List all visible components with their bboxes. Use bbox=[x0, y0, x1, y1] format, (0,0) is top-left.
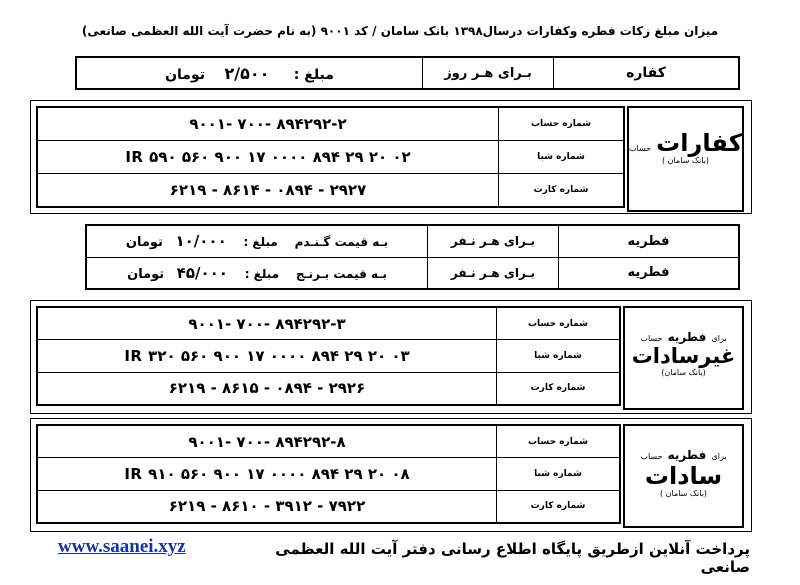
basis-label: بـه قیمت گـنـدم bbox=[294, 235, 389, 250]
side-title: غیرسادات bbox=[631, 344, 736, 368]
side-bank: (بانک سامان ) bbox=[661, 156, 710, 166]
non-sadat-account-table bbox=[36, 306, 621, 406]
amount-value: ۲/۵۰۰ bbox=[224, 63, 270, 83]
side-mid: فطریه bbox=[667, 448, 707, 462]
amount-unit: تومان bbox=[125, 235, 163, 251]
sheba-number-label: شماره شبا bbox=[497, 340, 621, 372]
sheba-number-value: IR ۹۱۰ ۵۶۰ ۹۰۰ ۱۷ ۰۰۰۰ ۸۹۴ ۲۹ ۲۰ ۰۸ bbox=[37, 458, 497, 490]
account-number-value: ۹۰۰۱- ۷۰۰- ۸۹۴۲۹۲-۸ bbox=[37, 425, 497, 458]
card-number-label: شماره کارت bbox=[497, 372, 621, 405]
account-number-value: ۹۰۰۱- ۷۰۰- ۸۹۴۲۹۲-۲ bbox=[37, 107, 499, 141]
kaffareh-rate-table bbox=[75, 56, 740, 90]
fitriyeh-rice-cell bbox=[86, 257, 428, 289]
card-number-value: ۶۲۱۹ - ۸۶۱۵ - ۰۸۹۴ - ۲۹۲۶ bbox=[37, 372, 497, 405]
card-number-label: شماره کارت bbox=[497, 490, 621, 523]
account-number-value: ۹۰۰۱- ۷۰۰- ۸۹۴۲۹۲-۳ bbox=[37, 307, 497, 340]
side-bank: (بانک سامان ) bbox=[659, 489, 708, 499]
footer-text: پرداخت آنلاین ازطریق پایگاه اطلاع رسانی دفتر آیت الله العظمی صانعی bbox=[275, 540, 750, 576]
kaffareh-type-cell: کفاره bbox=[554, 57, 740, 89]
side-title: سادات bbox=[644, 462, 723, 490]
amount-unit: تومان bbox=[127, 266, 165, 282]
sheba-number-label: شماره شبا bbox=[497, 458, 621, 490]
side-prefix: حساب bbox=[640, 334, 663, 343]
non-sadat-side-label bbox=[623, 306, 744, 410]
amount-label: مبلغ : bbox=[244, 266, 280, 281]
card-number-label: شماره کارت bbox=[499, 173, 625, 207]
side-bank: (بانک سامان) bbox=[661, 368, 706, 378]
sheba-number-value: IR ۵۹۰ ۵۶۰ ۹۰۰ ۱۷ ۰۰۰۰ ۸۹۴ ۲۹ ۲۰ ۰۲ bbox=[37, 141, 499, 174]
basis-label: بـه قیمت بـرنـج bbox=[295, 266, 387, 281]
amount-label: مبلغ : bbox=[293, 66, 334, 83]
sadat-account-table bbox=[36, 424, 621, 524]
sheba-number-label: شماره شبا bbox=[499, 141, 625, 174]
fitriyeh-rate-table bbox=[85, 224, 740, 290]
card-number-value: ۶۲۱۹ - ۸۶۱۴ - ۰۸۹۴ - ۲۹۲۷ bbox=[37, 173, 499, 207]
kaffarat-side-label bbox=[627, 106, 744, 212]
side-for: برای bbox=[711, 452, 727, 461]
amount-label: مبلغ : bbox=[243, 235, 278, 250]
side-for: برای bbox=[711, 334, 727, 343]
side-prefix: حساب bbox=[640, 452, 663, 461]
kaffarat-account-table bbox=[36, 106, 625, 208]
amount-value: ۴۵/۰۰۰ bbox=[176, 263, 228, 282]
page-title: میزان مبلغ زکات فطره وکفارات درسال۱۳۹۸ بانک سامان / کد ۹۰۰۱ (به نام حضرت آیت الله العظمی صانعی) bbox=[81, 24, 719, 38]
card-number-value: ۶۲۱۹ - ۸۶۱۰ - ۳۹۱۲ - ۷۹۲۲ bbox=[37, 490, 497, 523]
account-number-label: شماره حساب bbox=[497, 425, 621, 458]
fitriyeh-wheat-cell bbox=[86, 225, 428, 257]
fitriyeh-per-cell: بـرای هـر نـفر bbox=[428, 225, 559, 257]
side-mid: فطریه bbox=[667, 330, 707, 344]
website-link[interactable]: www.saanei.xyz bbox=[58, 536, 186, 557]
sadat-side-label bbox=[623, 424, 744, 528]
side-title: کفارات bbox=[656, 129, 743, 157]
fitriyeh-per-cell: بـرای هـر نـفر bbox=[428, 257, 559, 289]
sheba-number-value: IR ۳۲۰ ۵۶۰ ۹۰۰ ۱۷ ۰۰۰۰ ۸۹۴ ۲۹ ۲۰ ۰۳ bbox=[37, 340, 497, 372]
account-number-label: شماره حساب bbox=[497, 307, 621, 340]
amount-unit: تومان bbox=[165, 66, 205, 83]
kaffareh-per-cell: بـرای هـر روز bbox=[423, 57, 554, 89]
kaffareh-amount-cell bbox=[76, 57, 423, 89]
fitriyeh-type-cell: فطریه bbox=[559, 257, 740, 289]
side-prefix: حساب bbox=[629, 144, 652, 153]
amount-value: ۱۰/۰۰۰ bbox=[175, 232, 227, 251]
account-number-label: شماره حساب bbox=[499, 107, 625, 141]
fitriyeh-type-cell: فطریه bbox=[559, 225, 740, 257]
